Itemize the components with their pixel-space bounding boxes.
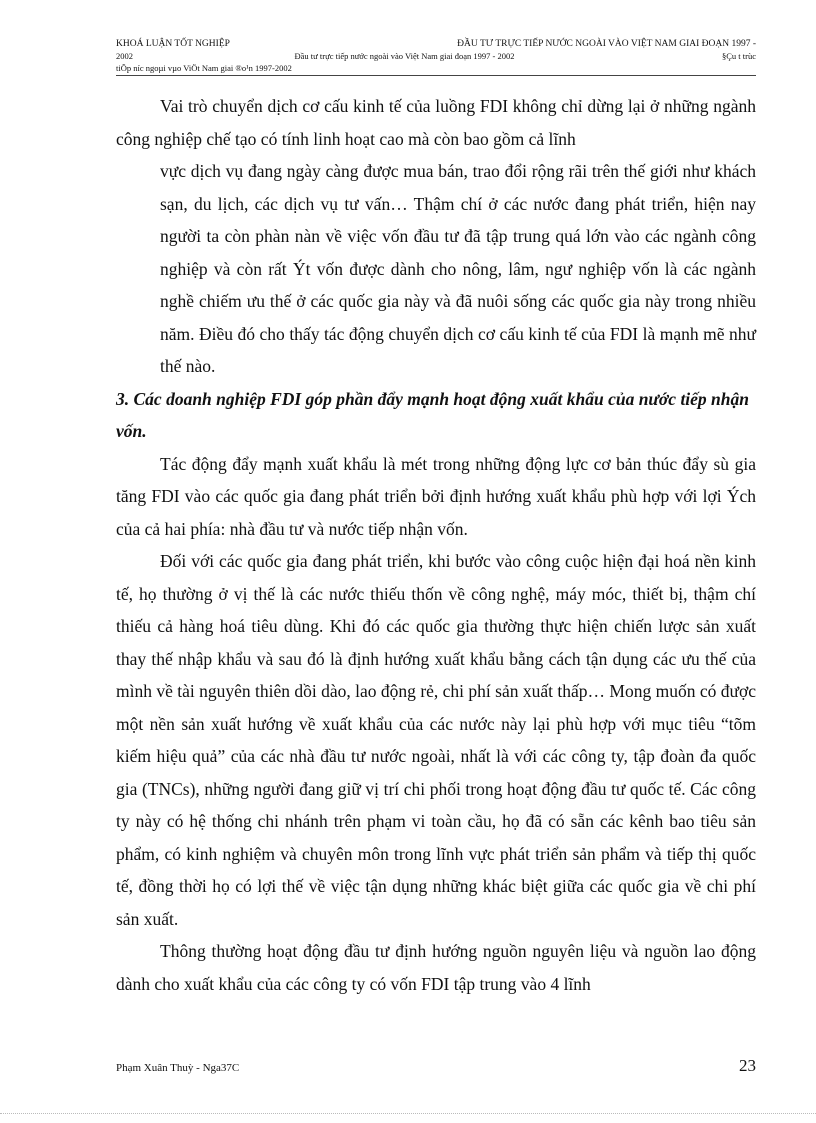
page-header xyxy=(116,38,756,74)
page-number: 23 xyxy=(739,1056,756,1075)
section-heading: 3. Các doanh nghiệp FDI góp phần đẩy mạnh hoạt động xuất khẩu của nước tiếp nhận vốn. xyxy=(116,388,750,441)
document-body xyxy=(116,90,756,1000)
header-rule xyxy=(116,75,756,76)
header-line2-mid: Đầu tư trực tiếp nước ngoài vào Việt Nam giai đoạn 1997 - 2002 xyxy=(294,51,515,61)
paragraph-1: Vai trò chuyển dịch cơ cấu kinh tế của luồng FDI không chỉ dừng lại ở những ngành công nghiệp chế tạo có tính linh hoạt cao mà còn bao gồm cả lĩnh xyxy=(116,96,756,149)
header-line2-right: §Çu t trùc xyxy=(722,51,756,61)
header-left: KHOÁ LUẬN TỐT NGHIỆP xyxy=(116,39,230,49)
page-boundary xyxy=(0,1113,816,1114)
header-line3: tiÕp níc ngoµi vµo ViÖt Nam giai ®o¹n 1997-2002 xyxy=(116,63,292,73)
header-line2-left: 2002 xyxy=(116,51,133,61)
paragraph-4: Đối với các quốc gia đang phát triển, khi bước vào công cuộc hiện đại hoá nền kinh tế, họ thường ở vị thế là các nước thiếu thốn về công nghệ, máy móc, thiết bị, thậm chí thiếu cả hàng hoá tiêu dùng. Khi đó các quốc gia thường thực hiện chiến lược sản xuất thay thế nhập khẩu và sau đó là định hướng xuất khẩu bằng cách tận dụng các ưu thế của mình về tài nguyên thiên dồi dào, lao động rẻ, chi phí sản xuất thấp… Mong muốn có được một nền sản xuất hướng về xuất khẩu của các nước này lại phù hợp với mục tiêu “tõm kiếm hiệu quả” của các nhà đầu tư nước ngoài, nhất là với các công ty, tập đoàn đa quốc gia (TNCs), những người đang giữ vị trí chi phối trong hoạt động đầu tư quốc tế. Các công ty này có hệ thống chi nhánh trên phạm vi toàn cầu, họ đã có sẵn các kênh bao tiêu sản phẩm, có kinh nghiệm và chuyên môn trong lĩnh vực phát triển sản phẩm và tiếp thị quốc tế, đồng thời họ có lợi thế về việc tận dụng những khác biệt giữa các quốc gia về chi phí sản xuất. xyxy=(116,551,756,929)
footer-author: Phạm Xuân Thuỳ - Nga37C xyxy=(116,1062,240,1074)
paragraph-3: Tác động đẩy mạnh xuất khẩu là mét trong những động lực cơ bản thúc đẩy sù gia tăng FDI vào các quốc gia đang phát triển bởi định hướng xuất khẩu phù hợp với lợi Ých của cả hai phía: nhà đầu tư và nước tiếp nhận vốn. xyxy=(116,453,756,539)
header-right: ĐẦU TƯ TRỰC TIẾP NƯỚC NGOÀI VÀO VIỆT NAM GIAI ĐOẠN 1997 - xyxy=(457,39,756,49)
paragraph-5: Thông thường hoạt động đầu tư định hướng nguồn nguyên liệu và nguồn lao động dành cho xuất khẩu của các công ty có vốn FDI tập trung vào 4 lĩnh xyxy=(116,941,756,994)
paragraph-2: vực dịch vụ đang ngày càng được mua bán, trao đổi rộng rãi trên thế giới như khách sạn, du lịch, các dịch vụ tư vấn… Thậm chí ở các nước đang phát triển, hiện nay người ta còn phàn nàn về việc vốn đầu tư đã tập trung quá lớn vào các ngành công nghiệp và còn rất Ýt vốn được dành cho nông, lâm, ngư nghiệp vốn là các ngành nghề chiếm ưu thế ở các quốc gia này và đã nuôi sống các quốc gia này trong nhiều năm. Điều đó cho thấy tác động chuyển dịch cơ cấu kinh tế của FDI là mạnh mẽ như thế nào. xyxy=(160,161,756,376)
page-footer xyxy=(116,1056,756,1076)
